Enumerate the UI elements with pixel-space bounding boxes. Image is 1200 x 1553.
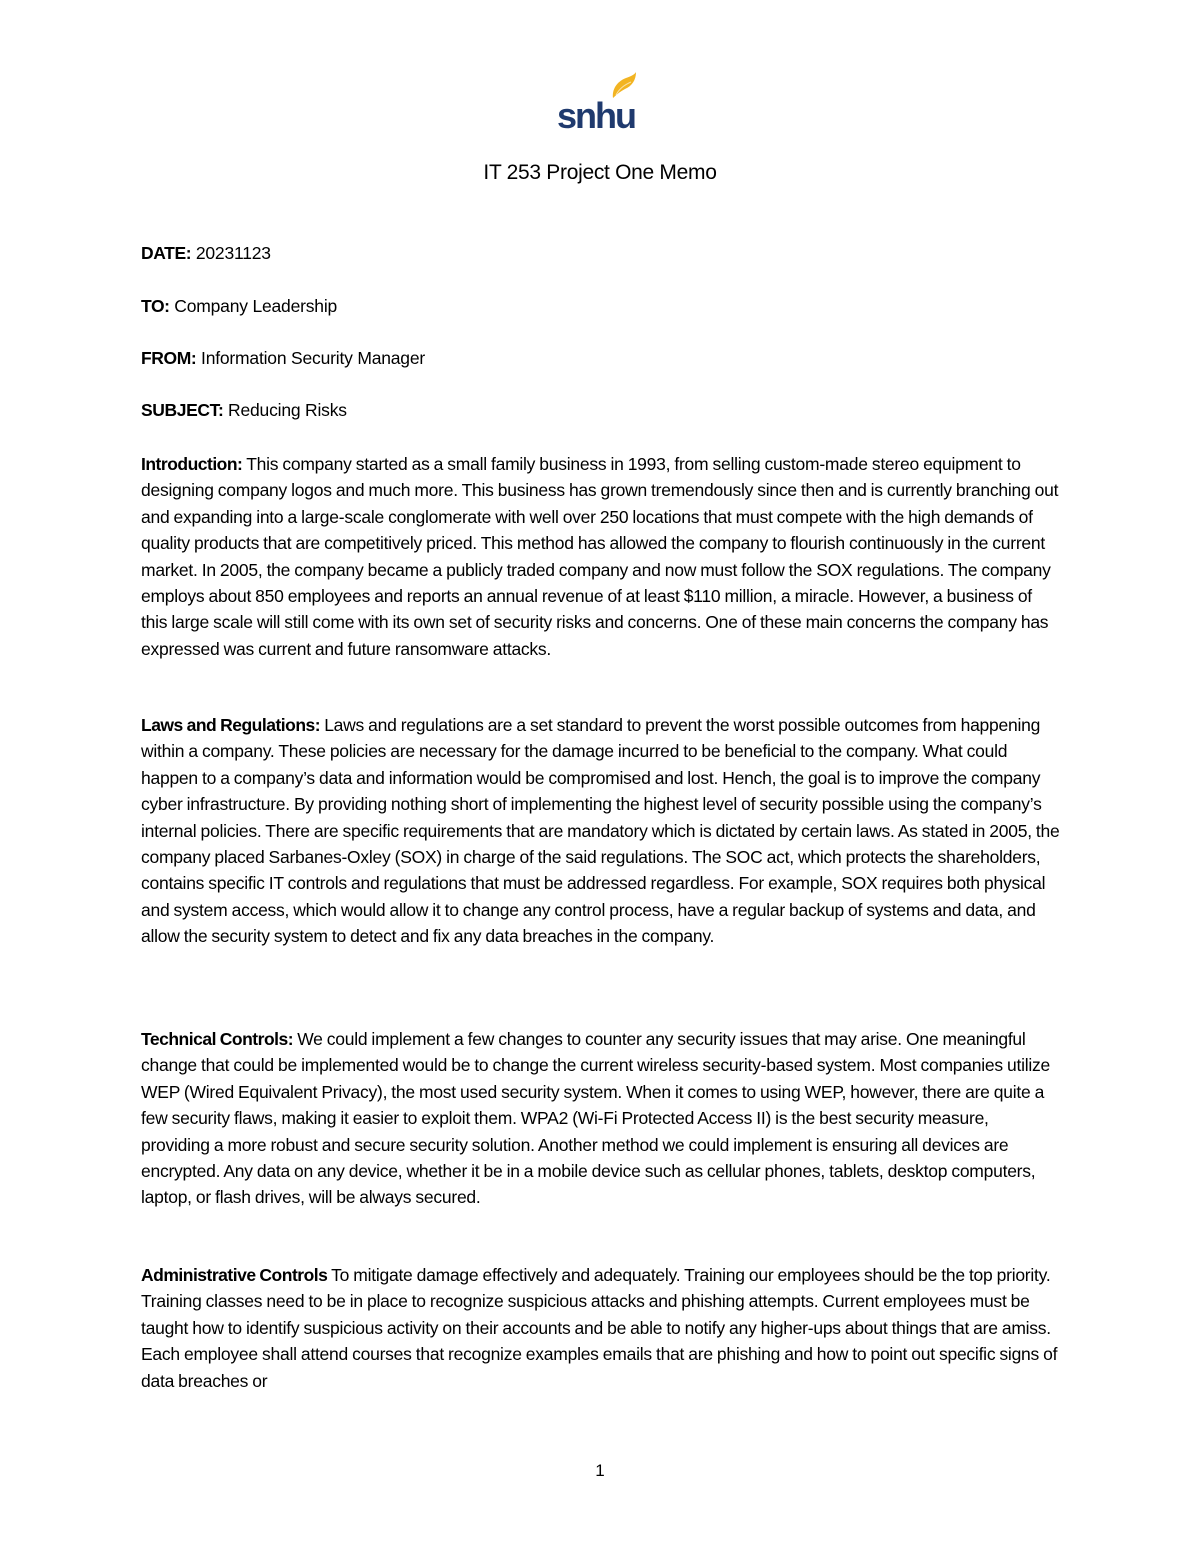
date-line xyxy=(141,241,271,265)
from-label: FROM: xyxy=(141,348,197,368)
introduction-heading: Introduction: xyxy=(141,454,243,474)
subject-value: Reducing Risks xyxy=(228,400,347,420)
snhu-logo-graphic xyxy=(556,72,640,134)
date-value: 20231123 xyxy=(195,243,271,263)
technical-body: We could implement a few changes to counter any security issues that may arise. One meaningful change that could be implemented would be to change the current wireless security-based system. Most companies utilize WEP (Wired Equivalent Privacy), the most used security system. When it comes to using WEP, however, there are quite a few security flaws, making it easier to exploit them. WPA2 (Wi-Fi Protected Access II) is the best security measure, providing a more robust and secure security solution. Another method we could implement is ensuring all devices are encrypted. Any data on any device, whether it be in a mobile device such as cellular phones, tablets, desktop computers, laptop, or flash drives, will be always secured. xyxy=(141,1029,1050,1208)
to-value: Company Leadership xyxy=(174,296,338,316)
laws-paragraph xyxy=(141,712,1061,950)
technical-paragraph xyxy=(141,1026,1061,1211)
to-label: TO: xyxy=(141,296,170,316)
page-number: 1 xyxy=(595,1461,605,1480)
administrative-paragraph xyxy=(141,1262,1061,1394)
to-line xyxy=(141,294,337,318)
from-value: Information Security Manager xyxy=(201,348,425,368)
from-line xyxy=(141,346,425,370)
laws-body: Laws and regulations are a set standard to prevent the worst possible outcomes from happening within a company. These policies are necessary for the damage incurred to be beneficial to the company. What could happen to a company’s data and information would be compromised and lost. Hench, the goal is to improve the company cyber infrastructure. By providing nothing short of implementing the highest level of security possible using the company’s internal policies. There are specific requirements that are mandatory which is dictated by certain laws. As stated in 2005, the company placed Sarbanes-Oxley (SOX) in charge of the said regulations. The SOC act, which protects the shareholders, contains specific IT controls and regulations that must be addressed regardless. For example, SOX requires both physical and system access, which would allow it to change any control process, have a regular backup of systems and data, and allow the security system to detect and fix any data breaches in the company. xyxy=(141,715,1060,947)
administrative-heading: Administrative Controls xyxy=(141,1265,328,1285)
logo-text: snhu xyxy=(557,95,635,134)
administrative-body: To mitigate damage effectively and adequately. Training our employees should be the top priority. Training classes need to be in place to recognize suspicious attacks and phishing attempts. Current employees must be taught how to identify suspicious activity on their accounts and be able to notify any higher-ups about things that are amiss. Each employee shall attend courses that recognize examples emails that are phishing and how to point out specific signs of data breaches or xyxy=(141,1265,1058,1391)
laws-heading: Laws and Regulations: xyxy=(141,715,321,735)
snhu-logo xyxy=(556,72,640,134)
introduction-paragraph xyxy=(141,451,1061,662)
subject-line xyxy=(141,398,347,422)
date-label: DATE: xyxy=(141,243,192,263)
subject-label: SUBJECT: xyxy=(141,400,224,420)
technical-heading: Technical Controls: xyxy=(141,1029,294,1049)
memo-title: IT 253 Project One Memo xyxy=(483,161,717,184)
introduction-body: This company started as a small family business in 1993, from selling custom-made stereo equipment to designing company logos and much more. This business has grown tremendously since then and is currently branching out and expanding into a large-scale conglomerate with well over 250 locations that must compete with the high demands of quality products that are competitively priced. This method has allowed the company to flourish continuously in the current market. In 2005, the company became a publicly traded company and now must follow the SOX regulations. The company employs about 850 employees and reports an annual revenue of at least $110 million, a miracle. However, a business of this large scale will still come with its own set of security risks and concerns. One of these main concerns the company has expressed was current and future ransomware attacks. xyxy=(141,454,1059,659)
